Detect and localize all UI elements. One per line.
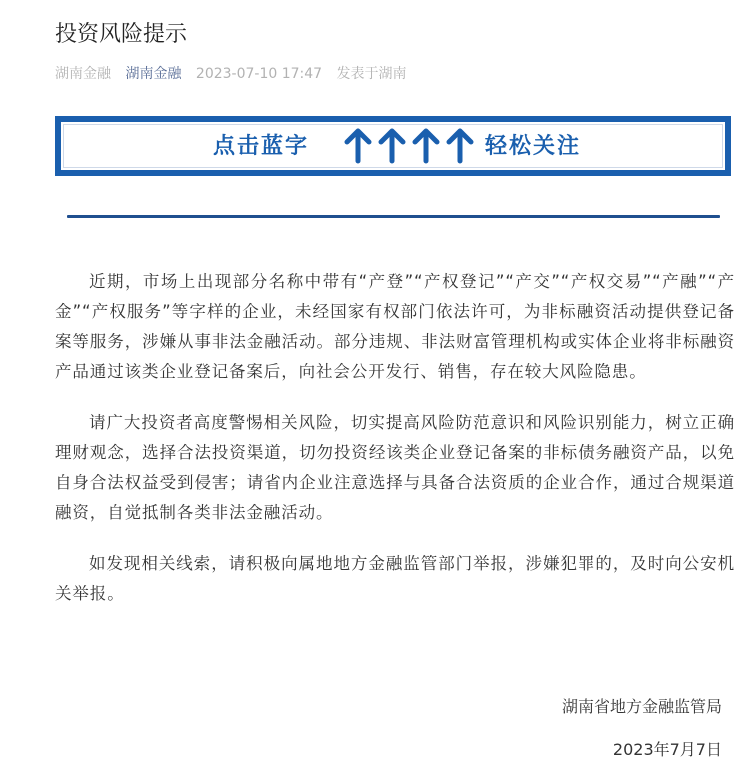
section-divider [67,215,720,218]
banner-right-text: 轻松关注 [485,133,582,159]
meta-datetime: 2023-07-10 17:47 [195,66,323,82]
up-arrow-icon-group [341,128,481,164]
article-title: 投资风险提示 [55,22,188,47]
meta-source: 湖南金融 [55,66,111,82]
paragraph-2: 请广大投资者高度警惕相关风险，切实提高风险防范意识和风险识别能力，树立正确理财观念，选择合法投资渠道，切勿投资经该类企业登记备案的非标债务融资产品，以免自身合法权益受到侵害；请省内企业注意选择与具备合法资质的企业合作，通过合规渠道融资，自觉抵制各类非法金融活动。 [55,413,735,522]
follow-banner-inner [61,122,725,170]
up-arrow-icon [381,131,403,161]
up-arrow-icon [415,131,437,161]
article-content [55,267,735,630]
paragraph-1: 近期，市场上出现部分名称中带有“产登”“产权登记”“产交”“产权交易”“产融”“产金”“产权服务”等字样的企业，未经国家有权部门依法许可，为非标融资活动提供登记备案等服务，涉嫌从事非法金融活动。部分违规、非法财富管理机构或实体企业将非标融资产品通过该类企业登记备案后，向社会公开发行、销售，存在较大风险隐患。 [55,272,735,381]
meta-location: 发表于湖南 [336,66,407,82]
article-meta [55,64,417,84]
banner-left-text: 点击蓝字 [213,133,310,159]
up-arrows [341,128,481,164]
account-link[interactable]: 湖南金融 [125,66,182,82]
up-arrow-icon [449,131,471,161]
issue-date: 2023年7月7日 [612,740,722,759]
paragraph-3: 如发现相关线索，请积极向属地地方金融监管部门举报，涉嫌犯罪的，及时向公安机关举报。 [55,554,735,603]
up-arrow-icon [347,131,369,161]
follow-banner[interactable] [55,116,731,176]
issuer-signature: 湖南省地方金融监管局 [561,697,722,716]
